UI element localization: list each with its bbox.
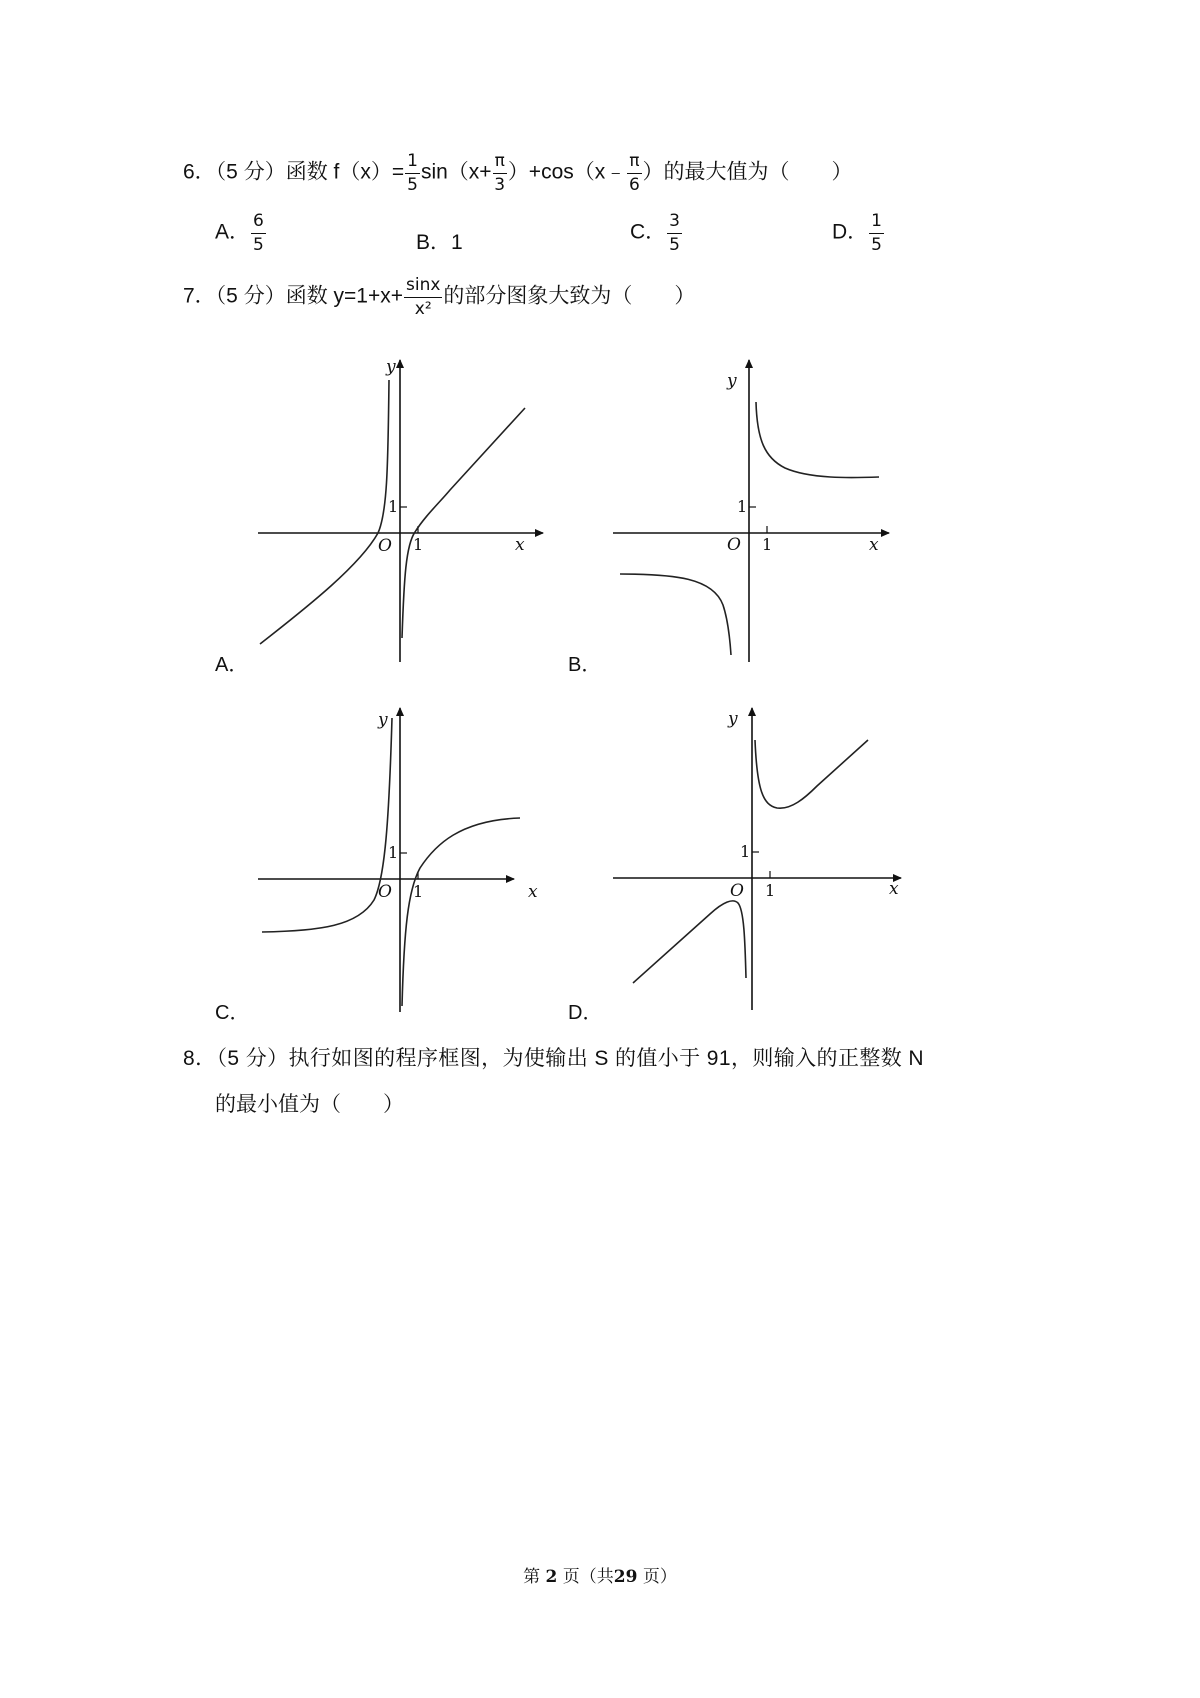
curve-left — [262, 718, 392, 932]
q7-suffix: 的部分图象大致为（ ） — [443, 284, 696, 308]
graph-d-label: D． — [568, 1002, 603, 1024]
graph-d — [605, 700, 905, 1020]
q6-option-c: C． $\frac{3}{5}$ — [630, 211, 680, 255]
q7-prefix: 7．（5 分）函数 y=1+x+ — [183, 284, 403, 308]
x-label: x — [515, 535, 525, 555]
graph-b-label: B． — [568, 654, 602, 676]
tick-y-label: 1 — [737, 497, 748, 516]
fraction: $\frac{\pi}{6}$ — [628, 151, 640, 195]
y-label: y — [378, 710, 388, 730]
q6-stem — [183, 152, 853, 194]
graph-b — [605, 350, 905, 670]
page-footer: 第 2 页（共29 页） — [523, 1567, 677, 1587]
q8-line2: 的最小值为（ ） — [215, 1093, 404, 1116]
origin-label: O — [727, 535, 741, 555]
curve-right — [755, 740, 868, 808]
x-label: x — [869, 535, 879, 555]
q6-text: ）+cos（x﹣ — [507, 160, 627, 184]
q6-option-d: D． $\frac{1}{5}$ — [832, 211, 882, 255]
curve-left — [633, 901, 746, 983]
x-label: x — [528, 882, 538, 902]
q7-stem — [183, 276, 695, 318]
q6-option-b: B．1 — [416, 231, 463, 254]
graph-a — [250, 350, 550, 670]
tick-y-label: 1 — [740, 842, 751, 861]
y-label: y — [386, 357, 396, 377]
graph-a-label: A． — [215, 654, 249, 676]
graph-c-label: C． — [215, 1002, 250, 1024]
origin-label: O — [730, 881, 744, 901]
tick-x-label: 1 — [413, 882, 424, 901]
curve-left — [260, 380, 389, 644]
tick-x-label: 1 — [762, 535, 773, 554]
tick-y-label: 1 — [388, 843, 399, 862]
q6-suffix: ）的最大值为（ ） — [642, 160, 853, 184]
q6-text: sin（x+ — [420, 160, 492, 184]
tick-x-label: 1 — [765, 881, 776, 900]
tick-x-label: 1 — [413, 535, 424, 554]
curve-right — [402, 818, 520, 1006]
curve-left — [620, 574, 731, 655]
q6-prefix: 6．（5 分）函数 f（x）= — [183, 160, 405, 184]
page-total: 29 — [613, 1567, 638, 1587]
graph-c — [250, 700, 550, 1020]
fraction: $\frac{1}{5}$ — [871, 211, 882, 255]
q8-line1: 8．（5 分）执行如图的程序框图，为使输出 S 的值小于 91，则输入的正整数 N — [183, 1047, 924, 1070]
x-label: x — [889, 879, 899, 899]
fraction: $\frac{3}{5}$ — [669, 211, 680, 255]
tick-y-label: 1 — [388, 497, 399, 516]
fraction: $\frac{\pi}{3}$ — [494, 151, 506, 195]
y-label: y — [727, 371, 737, 391]
curve-right — [756, 402, 879, 478]
origin-label: O — [378, 882, 392, 902]
curve-right — [402, 408, 525, 638]
q6-option-a: A． $\frac{6}{5}$ — [215, 211, 264, 255]
fraction: $\frac{6}{5}$ — [253, 211, 264, 255]
fraction: $\frac{1}{5}$ — [407, 151, 418, 195]
page-number: 2 — [545, 1567, 558, 1587]
fraction: $\frac{\sin x}{\text{x²}}$ — [406, 275, 441, 319]
y-label: y — [728, 709, 738, 729]
origin-label: O — [378, 536, 392, 556]
